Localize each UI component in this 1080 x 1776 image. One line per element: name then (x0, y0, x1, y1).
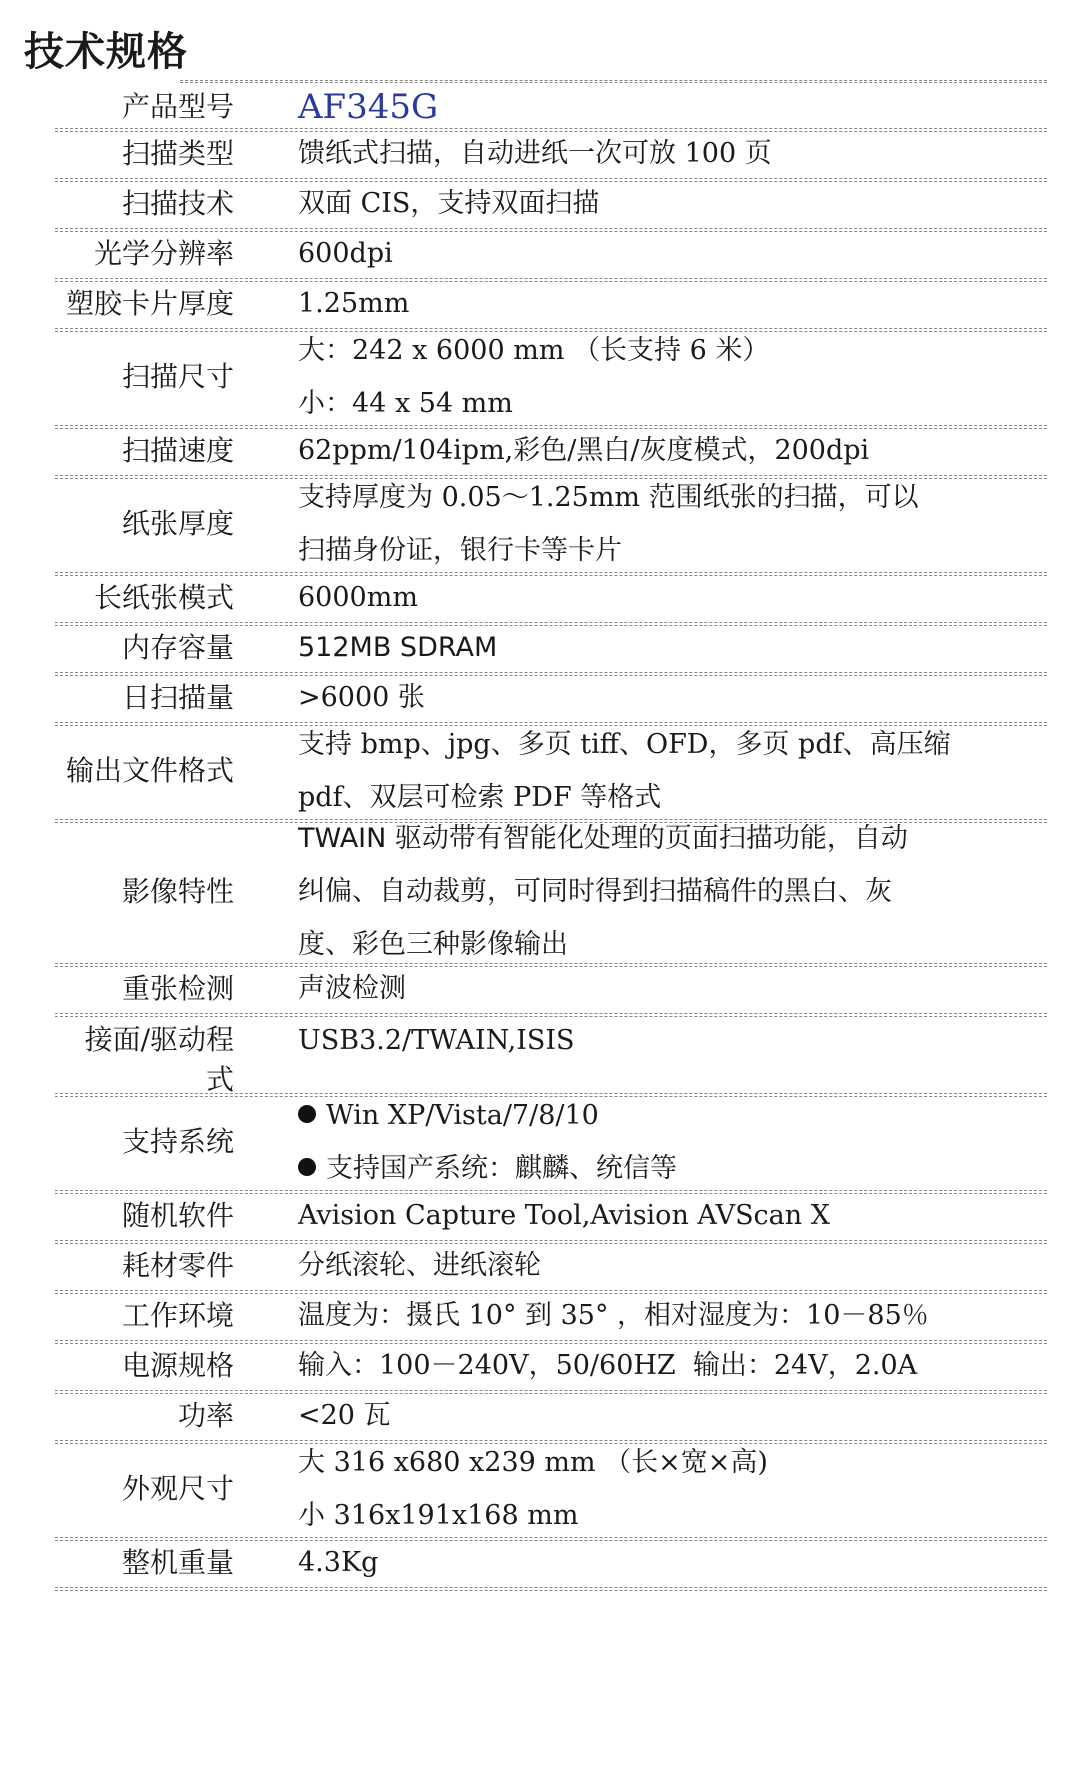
spec-value-line: 600dpi (298, 238, 393, 269)
spec-label: 整机重量 (121, 1545, 234, 1579)
spec-value (242, 573, 1047, 622)
page-title: 技术规格 (24, 29, 188, 75)
spec-label: 随机软件 (121, 1198, 234, 1232)
spec-label: 输出文件格式 (65, 754, 234, 787)
spec-value-line: 支持 bmp、jpg、多页 tiff、OFD，多页 pdf、高压缩 (298, 729, 951, 760)
spec-value (242, 673, 1047, 722)
spec-value (242, 129, 1047, 178)
spec-value-line: <20 瓦 (298, 1400, 391, 1431)
spec-value-line: 扫描身份证，银行卡等卡片 (298, 535, 622, 566)
spec-row-consumables (55, 1241, 1047, 1291)
spec-value (242, 1191, 1047, 1240)
spec-value (242, 426, 1047, 475)
spec-label: 耗材零件 (121, 1248, 234, 1282)
spec-value-line: 512MB SDRAM (298, 632, 498, 663)
spec-value-line: 声波检测 (298, 973, 406, 1004)
spec-row-resolution (55, 229, 1047, 279)
spec-value-line: 双面 CIS，支持双面扫描 (298, 188, 600, 219)
spec-table (55, 86, 1047, 1588)
spec-label: 日扫描量 (121, 680, 234, 714)
spec-row-environment (55, 1291, 1047, 1341)
spec-label: 重张检测 (121, 971, 234, 1005)
spec-label: 外观尺寸 (121, 1472, 234, 1505)
spec-value (242, 723, 1047, 819)
spec-row-scan-tech (55, 179, 1047, 229)
spec-row-model (55, 86, 1047, 129)
spec-value-line: 度、彩色三种影像输出 (298, 929, 568, 960)
spec-value-line: 4.3Kg (298, 1547, 379, 1578)
spec-row-scan-size (55, 329, 1047, 426)
spec-value (242, 329, 1047, 425)
spec-value-line: 小：44 x 54 mm (298, 388, 513, 419)
spec-value (242, 1241, 1047, 1290)
spec-value-line: 62ppm/104ipm,彩色/黑白/灰度模式，200dpi (298, 435, 870, 466)
spec-label: 电源规格 (121, 1348, 234, 1382)
spec-row-software (55, 1191, 1047, 1241)
spec-label: 扫描技术 (121, 186, 234, 220)
spec-label: 光学分辨率 (93, 236, 234, 270)
bullet-text: Win XP/Vista/7/8/10 (326, 1100, 599, 1131)
spec-label-line: 接面/驱动程 (84, 1023, 234, 1056)
spec-row-scan-speed (55, 426, 1047, 476)
spec-label: 产品型号 (121, 90, 234, 123)
spec-label: 功率 (177, 1398, 234, 1432)
bullet-icon (298, 1105, 316, 1123)
spec-value (242, 1341, 1047, 1390)
spec-row-scan-type (55, 129, 1047, 179)
spec-value-line: USB3.2/TWAIN,ISIS (298, 1025, 575, 1056)
spec-row-paper-thickness (55, 476, 1047, 573)
spec-value (242, 820, 1047, 963)
spec-value-line: 分纸滚轮、进纸滚轮 (298, 1250, 541, 1281)
spec-value-line: pdf、双层可检索 PDF 等格式 (298, 782, 662, 813)
spec-value (242, 279, 1047, 328)
spec-value-line: 纠偏、自动裁剪，可同时得到扫描稿件的黑白、灰 (298, 876, 892, 907)
spec-label: 塑胶卡片厚度 (65, 286, 234, 320)
spec-value-line: 大：242 x 6000 mm （长支持 6 米） (298, 335, 770, 366)
spec-label: 长纸张模式 (93, 580, 234, 614)
spec-value-line: 支持厚度为 0.05～1.25mm 范围纸张的扫描，可以 (298, 482, 919, 513)
spec-row-card-thickness (55, 279, 1047, 329)
spec-value (242, 964, 1047, 1013)
spec-label: 扫描速度 (121, 433, 234, 467)
spec-row-double-feed (55, 964, 1047, 1014)
spec-value (242, 476, 1047, 572)
spec-value-line: 1.25mm (298, 288, 410, 319)
spec-label: 影像特性 (121, 874, 234, 908)
model-number: AF345G (298, 86, 439, 127)
spec-value (242, 179, 1047, 228)
spec-row-image-features (55, 820, 1047, 964)
spec-value-line (298, 1089, 1047, 1142)
spec-value-line: TWAIN 驱动带有智能化处理的页面扫描功能，自动 (298, 823, 908, 854)
spec-value-line: 小 316x191x168 mm (298, 1500, 579, 1531)
spec-value-line: 馈纸式扫描，自动进纸一次可放 100 页 (298, 138, 772, 169)
spec-row-daily-volume (55, 673, 1047, 723)
spec-row-power-spec (55, 1341, 1047, 1391)
bullet-text: 支持国产系统：麒麟、统信等 (326, 1153, 677, 1184)
spec-value (242, 1291, 1047, 1340)
spec-value (242, 623, 1047, 672)
spec-row-dimensions (55, 1441, 1047, 1538)
spec-label: 纸张厚度 (121, 507, 234, 540)
spec-value (242, 1014, 1047, 1093)
spec-row-long-paper (55, 573, 1047, 623)
spec-label: 支持系统 (121, 1125, 234, 1158)
spec-value (242, 1391, 1047, 1440)
spec-row-output-format (55, 723, 1047, 820)
spec-value (242, 1538, 1047, 1587)
spec-value-line: >6000 张 (298, 682, 425, 713)
spec-row-interface (55, 1014, 1047, 1094)
bullet-icon (298, 1158, 316, 1176)
spec-value-line: 温度为：摄氏 10° 到 35° ，相对湿度为：10－85％ (298, 1300, 929, 1331)
spec-label: 工作环境 (121, 1298, 234, 1332)
spec-row-memory (55, 623, 1047, 673)
spec-value (242, 86, 1047, 128)
spec-value (242, 1441, 1047, 1537)
spec-label (55, 1014, 242, 1096)
spec-label: 内存容量 (121, 630, 234, 664)
spec-value-line: 大 316 x680 x239 mm （长×宽×高) (298, 1447, 768, 1478)
spec-row-weight (55, 1538, 1047, 1588)
spec-value (242, 1094, 1047, 1190)
spec-value-line: 输入：100－240V，50/60HZ 输出：24V，2.0A (298, 1350, 918, 1381)
spec-value-line (298, 1142, 1047, 1195)
spec-row-os (55, 1094, 1047, 1191)
spec-value-line: Avision Capture Tool,Avision AVScan X (298, 1200, 830, 1231)
spec-label-line: 式 (205, 1063, 234, 1096)
spec-value-line: 6000mm (298, 582, 418, 613)
spec-row-power (55, 1391, 1047, 1441)
spec-value (242, 229, 1047, 278)
spec-label: 扫描尺寸 (121, 360, 234, 393)
spec-label: 扫描类型 (121, 136, 234, 170)
